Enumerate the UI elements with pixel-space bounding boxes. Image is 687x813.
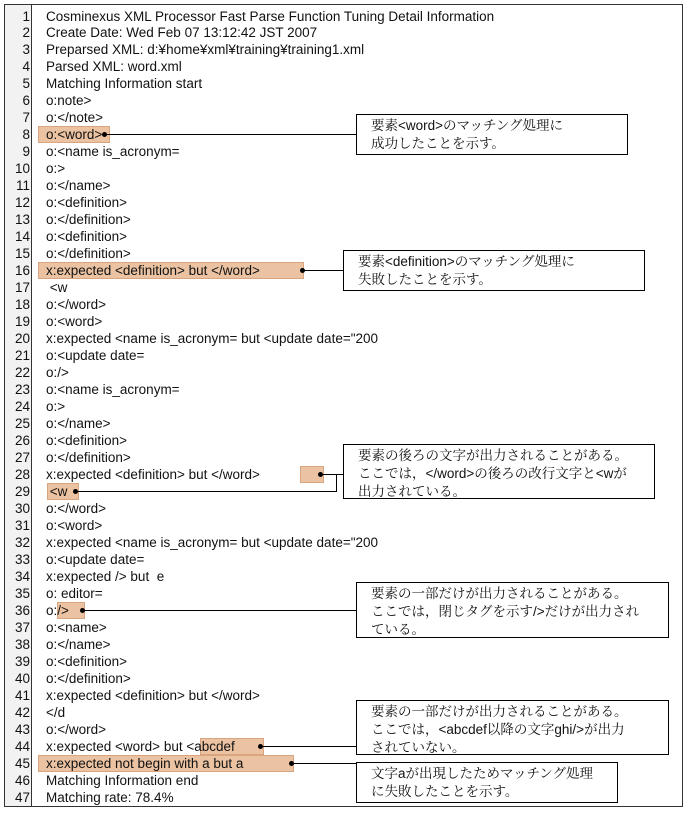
callout-char-a-failure [356,762,618,803]
line-number: 24 [14,399,30,415]
code-line: o:</name> [46,636,111,652]
code-line: Matching rate: 78.4% [46,789,174,805]
line-number: 43 [14,721,30,737]
line-number: 34 [14,568,30,584]
callout-text: 要素<definition>のマッチング処理に [358,254,575,269]
line-number: 28 [14,466,30,482]
line-number: 32 [14,534,30,550]
line-number: 36 [14,602,30,618]
line-number: 14 [14,229,30,245]
line-number: 21 [14,348,30,364]
line-number: 2 [22,25,30,41]
code-line: o:> [46,161,66,177]
line-number: 19 [14,314,30,330]
code-line: Parsed XML: word.xml [46,59,182,75]
code-line: o:/> [46,602,69,618]
leader-line [292,763,356,764]
leader-line [261,746,356,747]
code-line: x:expected /> but e [46,568,165,584]
line-number: 6 [22,93,30,109]
line-number: 22 [14,365,30,381]
line-number: 3 [22,42,30,58]
code-line: Matching Information end [46,772,199,788]
callout-text: 要素の一部だけが出力されることがある。 [371,704,628,719]
leader-line [105,134,356,135]
code-line: Preparsed XML: d:¥home¥xml¥training¥training1.xml [46,42,365,58]
callout-text: 要素の一部だけが出力されることがある。 [371,586,628,601]
callout-text: ここでは，</word>の後ろの改行文字と<wが [358,466,627,481]
line-number: 4 [22,59,30,75]
callout-text: に失敗したことを示す。 [371,784,519,799]
line-number: 29 [14,483,30,499]
code-line: o: editor= [46,585,103,601]
callout-text: ここでは，閉じタグを示す/>だけが出力され [371,604,640,619]
line-number: 41 [14,687,30,703]
line-number: 45 [14,755,30,771]
line-number: 17 [14,280,30,296]
code-line: x:expected not begin with a but a [46,755,244,771]
code-line: o:</name> [46,416,111,432]
code-line: o:note> [46,93,92,109]
code-line: o:<name is_acronym= [46,144,180,160]
line-number: 30 [14,500,30,516]
line-number: 33 [14,551,30,567]
code-line: o:<definition> [46,653,128,669]
line-number: 27 [14,449,30,465]
code-line: <w [46,483,68,499]
line-number: 38 [14,636,30,652]
code-line: <w [46,280,68,296]
code-line: o:<definition> [46,195,128,211]
line-number: 20 [14,331,30,347]
line-number: 42 [14,704,30,720]
code-line: o:<word> [46,517,103,533]
code-line: o:<word> [46,314,103,330]
line-number: 1 [22,8,30,24]
code-line: o:<name> [46,619,107,635]
line-number: 47 [14,789,30,805]
line-number: 10 [14,161,30,177]
line-number: 12 [14,195,30,211]
callout-text: ここでは，<abcdef以降の文字ghi/>が出力 [371,722,625,737]
code-line: x:expected <name is_acronym= but <update date="200 [46,331,379,347]
leader-line [83,610,356,611]
code-line: o:</note> [46,110,104,126]
code-line: o:</definition> [46,246,131,262]
line-number: 7 [22,110,30,126]
code-line: o:<name is_acronym= [46,382,180,398]
code-line: Matching Information start [46,76,203,92]
code-line: o:> [46,399,66,415]
line-number: 26 [14,433,30,448]
line-number: 18 [14,297,30,313]
line-number: 25 [14,416,30,432]
line-number: 8 [22,127,30,143]
code-line: o:<update date= [46,348,145,364]
callout-text: されていない。 [371,740,466,755]
code-line: Create Date: Wed Feb 07 13:12:42 JST 2007 [46,25,318,41]
callout-text: 文字aが出現したためマッチング処理 [371,766,594,781]
code-line: o:<update date= [46,551,145,567]
line-number: 40 [14,670,30,686]
code-line: o:</definition> [46,670,131,686]
line-number: 37 [14,619,30,635]
code-line: o:<word> [46,127,103,143]
line-number: 5 [22,76,30,92]
line-number: 31 [14,517,30,533]
code-line: o:/> [46,365,69,381]
code-line: o:</definition> [46,212,131,228]
code-line: o:</word> [46,500,107,516]
code-line: x:expected <word> but <abcdef [46,738,235,754]
code-line: o:</name> [46,178,111,194]
line-number: 23 [14,382,30,398]
line-number: 39 [14,653,30,669]
callout-partial-close-tag [356,582,669,638]
callout-text: 失敗したことを示す。 [358,272,492,287]
code-line: o:</word> [46,297,107,313]
callout-text: 出力されている。 [358,484,466,499]
code-line: x:expected <definition> but </word> [46,263,260,279]
callout-text: 要素の後ろの文字が出力されることがある。 [358,448,628,463]
leader-line [321,474,343,475]
code-line: x:expected <definition> but </word> [46,466,260,482]
code-line: o:<definition> [46,229,128,245]
code-line: o:</word> [46,721,107,737]
callout-text: 成功したことを示す。 [371,136,505,151]
code-line: </d [46,704,66,720]
line-number: 11 [15,178,30,194]
line-number: 35 [14,585,30,601]
line-number: 9 [22,144,30,160]
code-line: x:expected <definition> but </word> [46,687,260,703]
callout-partial-abcdef [356,700,669,755]
code-line: o:</definition> [46,449,131,465]
callout-text: 要素<word>のマッチング処理に [371,118,564,133]
line-number: 13 [14,212,30,228]
leader-line [76,491,337,492]
leader-line [303,270,343,271]
callout-text: ている。 [371,622,425,637]
code-line: Cosminexus XML Processor Fast Parse Function Tuning Detail Information [46,8,495,24]
leader-line [336,474,337,492]
code-line: o:<definition> [46,433,128,448]
line-number: 16 [14,263,30,279]
callout-definition-match-failure [343,250,645,291]
line-number: 44 [14,738,30,754]
callout-word-match-success [356,114,628,155]
line-number: 46 [14,772,30,788]
line-number: 15 [14,246,30,262]
code-line: x:expected <name is_acronym= but <update date="200 [46,534,379,550]
callout-trailing-characters [343,444,655,499]
